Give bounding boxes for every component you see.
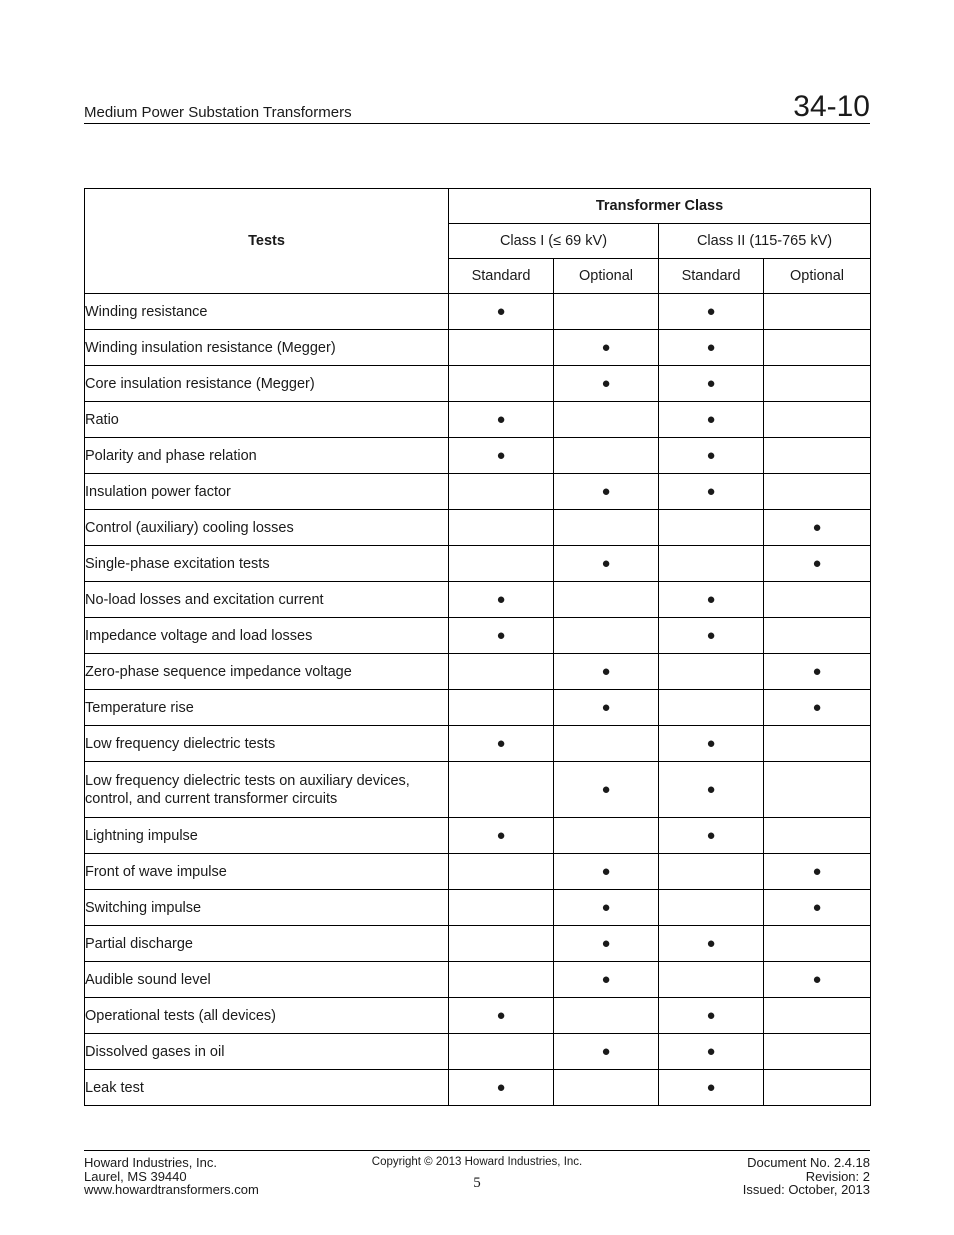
bullet-mark-icon: ● <box>706 375 716 392</box>
table-row <box>85 510 871 546</box>
class-1-optional-cell <box>554 998 659 1034</box>
test-name: No-load losses and excitation current <box>85 582 449 618</box>
bullet-mark-icon: ● <box>496 1007 506 1024</box>
bullet-mark-icon: ● <box>601 339 611 356</box>
test-name: Insulation power factor <box>85 474 449 510</box>
class-2-optional-cell <box>764 762 871 818</box>
table-row <box>85 998 871 1034</box>
class-2-optional-cell <box>764 546 871 582</box>
class-2-optional-cell <box>764 818 871 854</box>
class-1-standard-cell <box>449 618 554 654</box>
class-1-header: Class I (≤ 69 kV) <box>449 224 659 259</box>
footer-company: Howard Industries, Inc. <box>84 1155 217 1170</box>
bullet-mark-icon: ● <box>706 411 716 428</box>
class-1-optional-cell <box>554 294 659 330</box>
bullet-mark-icon: ● <box>706 303 716 320</box>
test-name: Lightning impulse <box>85 818 449 854</box>
footer-website: www.howardtransformers.com <box>84 1182 259 1197</box>
class-2-standard-cell <box>659 654 764 690</box>
class-2-standard-cell <box>659 890 764 926</box>
class-2-optional-header: Optional <box>764 259 871 294</box>
class-1-standard-cell <box>449 998 554 1034</box>
class-2-standard-cell <box>659 818 764 854</box>
class-2-standard-cell <box>659 582 764 618</box>
page-number: 5 <box>473 1175 481 1191</box>
class-1-standard-cell <box>449 654 554 690</box>
table-row <box>85 854 871 890</box>
test-name: Winding resistance <box>85 294 449 330</box>
bullet-mark-icon: ● <box>496 827 506 844</box>
bullet-mark-icon: ● <box>812 663 822 680</box>
table-row <box>85 438 871 474</box>
bullet-mark-icon: ● <box>812 971 822 988</box>
table-row <box>85 726 871 762</box>
class-1-standard-cell <box>449 546 554 582</box>
class-2-standard-cell <box>659 546 764 582</box>
test-name: Audible sound level <box>85 962 449 998</box>
class-1-standard-header: Standard <box>449 259 554 294</box>
table-row <box>85 330 871 366</box>
class-1-optional-cell <box>554 1070 659 1106</box>
table-row <box>85 546 871 582</box>
tests-column-header: Tests <box>85 189 449 294</box>
bullet-mark-icon: ● <box>601 699 611 716</box>
bullet-mark-icon: ● <box>706 483 716 500</box>
transformer-tests-table <box>84 188 871 1106</box>
class-2-standard-cell <box>659 438 764 474</box>
bullet-mark-icon: ● <box>706 591 716 608</box>
test-name: Impedance voltage and load losses <box>85 618 449 654</box>
footer-copyright: Copyright © 2013 Howard Industries, Inc. <box>371 1156 583 1168</box>
bullet-mark-icon: ● <box>601 375 611 392</box>
bullet-mark-icon: ● <box>706 735 716 752</box>
table-row <box>85 618 871 654</box>
test-name: Winding insulation resistance (Megger) <box>85 330 449 366</box>
class-1-optional-cell <box>554 654 659 690</box>
class-1-optional-cell <box>554 366 659 402</box>
class-1-optional-cell <box>554 618 659 654</box>
class-2-standard-cell <box>659 726 764 762</box>
test-name: Leak test <box>85 1070 449 1106</box>
table-row <box>85 1034 871 1070</box>
class-2-optional-cell <box>764 690 871 726</box>
bullet-mark-icon: ● <box>706 781 716 798</box>
test-name: Operational tests (all devices) <box>85 998 449 1034</box>
class-2-optional-cell <box>764 926 871 962</box>
bullet-mark-icon: ● <box>706 447 716 464</box>
class-2-optional-cell <box>764 438 871 474</box>
table-row <box>85 402 871 438</box>
class-2-optional-cell <box>764 890 871 926</box>
class-1-standard-cell <box>449 854 554 890</box>
test-name: Partial discharge <box>85 926 449 962</box>
class-1-optional-cell <box>554 438 659 474</box>
class-2-standard-cell <box>659 330 764 366</box>
bullet-mark-icon: ● <box>496 627 506 644</box>
class-1-standard-cell <box>449 690 554 726</box>
class-2-optional-cell <box>764 582 871 618</box>
class-1-optional-cell <box>554 962 659 998</box>
class-1-standard-cell <box>449 890 554 926</box>
bullet-mark-icon: ● <box>812 519 822 536</box>
table-row <box>85 366 871 402</box>
class-1-standard-cell <box>449 962 554 998</box>
table-row <box>85 582 871 618</box>
class-2-standard-cell <box>659 1070 764 1106</box>
class-2-optional-cell <box>764 402 871 438</box>
class-1-optional-cell <box>554 890 659 926</box>
class-1-optional-cell <box>554 510 659 546</box>
class-1-optional-cell <box>554 854 659 890</box>
class-2-optional-cell <box>764 366 871 402</box>
class-1-optional-cell <box>554 818 659 854</box>
class-2-optional-cell <box>764 726 871 762</box>
table-row <box>85 926 871 962</box>
class-1-standard-cell <box>449 438 554 474</box>
class-2-standard-cell <box>659 402 764 438</box>
table-row <box>85 890 871 926</box>
table-row <box>85 690 871 726</box>
class-2-standard-cell <box>659 690 764 726</box>
class-1-optional-cell <box>554 582 659 618</box>
class-2-standard-cell <box>659 294 764 330</box>
table-row <box>85 818 871 854</box>
test-name: Low frequency dielectric tests on auxiliary devices, control, and current transformer circuits <box>85 762 449 818</box>
bullet-mark-icon: ● <box>496 735 506 752</box>
table-row <box>85 654 871 690</box>
class-2-optional-cell <box>764 998 871 1034</box>
class-2-standard-cell <box>659 926 764 962</box>
test-name: Single-phase excitation tests <box>85 546 449 582</box>
page-header <box>84 88 870 124</box>
class-2-optional-cell <box>764 654 871 690</box>
table-row <box>85 762 871 818</box>
test-rows <box>85 294 871 1106</box>
class-2-standard-cell <box>659 618 764 654</box>
bullet-mark-icon: ● <box>496 303 506 320</box>
class-2-header: Class II (115-765 kV) <box>659 224 871 259</box>
class-2-standard-cell <box>659 998 764 1034</box>
test-name: Zero-phase sequence impedance voltage <box>85 654 449 690</box>
class-2-standard-cell <box>659 762 764 818</box>
bullet-mark-icon: ● <box>601 483 611 500</box>
class-2-optional-cell <box>764 962 871 998</box>
bullet-mark-icon: ● <box>812 699 822 716</box>
class-1-standard-cell <box>449 330 554 366</box>
bullet-mark-icon: ● <box>601 663 611 680</box>
bullet-mark-icon: ● <box>601 899 611 916</box>
test-name: Polarity and phase relation <box>85 438 449 474</box>
class-2-standard-cell <box>659 474 764 510</box>
class-1-optional-cell <box>554 1034 659 1070</box>
bullet-mark-icon: ● <box>601 555 611 572</box>
bullet-mark-icon: ● <box>812 863 822 880</box>
bullet-mark-icon: ● <box>706 627 716 644</box>
table-row <box>85 962 871 998</box>
bullet-mark-icon: ● <box>601 971 611 988</box>
class-1-optional-header: Optional <box>554 259 659 294</box>
bullet-mark-icon: ● <box>601 1043 611 1060</box>
class-1-optional-cell <box>554 726 659 762</box>
bullet-mark-icon: ● <box>812 555 822 572</box>
class-1-standard-cell <box>449 474 554 510</box>
test-name: Switching impulse <box>85 890 449 926</box>
class-1-optional-cell <box>554 546 659 582</box>
bullet-mark-icon: ● <box>601 781 611 798</box>
class-2-optional-cell <box>764 294 871 330</box>
class-2-standard-cell <box>659 366 764 402</box>
class-2-optional-cell <box>764 618 871 654</box>
bullet-mark-icon: ● <box>706 827 716 844</box>
class-2-optional-cell <box>764 1034 871 1070</box>
test-name: Core insulation resistance (Megger) <box>85 366 449 402</box>
footer-revision: Revision: 2 <box>805 1168 870 1184</box>
bullet-mark-icon: ● <box>706 1007 716 1024</box>
table-row <box>85 1070 871 1106</box>
class-1-optional-cell <box>554 762 659 818</box>
document-title: Medium Power Substation Transformers <box>84 104 352 121</box>
class-2-optional-cell <box>764 330 871 366</box>
bullet-mark-icon: ● <box>601 935 611 952</box>
test-name: Temperature rise <box>85 690 449 726</box>
bullet-mark-icon: ● <box>706 339 716 356</box>
class-1-standard-cell <box>449 762 554 818</box>
class-1-optional-cell <box>554 474 659 510</box>
class-2-standard-cell <box>659 854 764 890</box>
bullet-mark-icon: ● <box>706 935 716 952</box>
class-2-optional-cell <box>764 1070 871 1106</box>
class-1-optional-cell <box>554 926 659 962</box>
bullet-mark-icon: ● <box>496 1079 506 1096</box>
bullet-mark-icon: ● <box>812 899 822 916</box>
class-2-standard-header: Standard <box>659 259 764 294</box>
class-1-standard-cell <box>449 726 554 762</box>
bullet-mark-icon: ● <box>601 863 611 880</box>
class-1-optional-cell <box>554 402 659 438</box>
class-1-optional-cell <box>554 330 659 366</box>
section-number: 34-10 <box>793 90 870 123</box>
class-1-standard-cell <box>449 366 554 402</box>
class-1-standard-cell <box>449 294 554 330</box>
class-1-standard-cell <box>449 926 554 962</box>
table-row <box>85 294 871 330</box>
page-footer <box>84 1150 870 1201</box>
test-name: Control (auxiliary) cooling losses <box>85 510 449 546</box>
test-name: Dissolved gases in oil <box>85 1034 449 1070</box>
table-row <box>85 474 871 510</box>
bullet-mark-icon: ● <box>706 1079 716 1096</box>
class-2-standard-cell <box>659 510 764 546</box>
class-1-standard-cell <box>449 1034 554 1070</box>
class-2-standard-cell <box>659 962 764 998</box>
class-2-optional-cell <box>764 474 871 510</box>
footer-issued: Issued: October, 2013 <box>742 1182 870 1197</box>
test-name: Low frequency dielectric tests <box>85 726 449 762</box>
class-1-standard-cell <box>449 818 554 854</box>
class-1-standard-cell <box>449 582 554 618</box>
class-1-standard-cell <box>449 1070 554 1106</box>
class-1-standard-cell <box>449 510 554 546</box>
class-2-optional-cell <box>764 510 871 546</box>
test-name: Ratio <box>85 402 449 438</box>
footer-document-number: Document No. 2.4.18 <box>747 1155 870 1170</box>
bullet-mark-icon: ● <box>496 447 506 464</box>
class-1-optional-cell <box>554 690 659 726</box>
footer-document-info <box>743 1156 870 1197</box>
test-name: Front of wave impulse <box>85 854 449 890</box>
class-2-standard-cell <box>659 1034 764 1070</box>
footer-address: Laurel, MS 39440 <box>84 1168 187 1184</box>
bullet-mark-icon: ● <box>706 1043 716 1060</box>
bullet-mark-icon: ● <box>496 591 506 608</box>
transformer-class-header: Transformer Class <box>449 189 871 224</box>
class-1-standard-cell <box>449 402 554 438</box>
class-2-optional-cell <box>764 854 871 890</box>
bullet-mark-icon: ● <box>496 411 506 428</box>
